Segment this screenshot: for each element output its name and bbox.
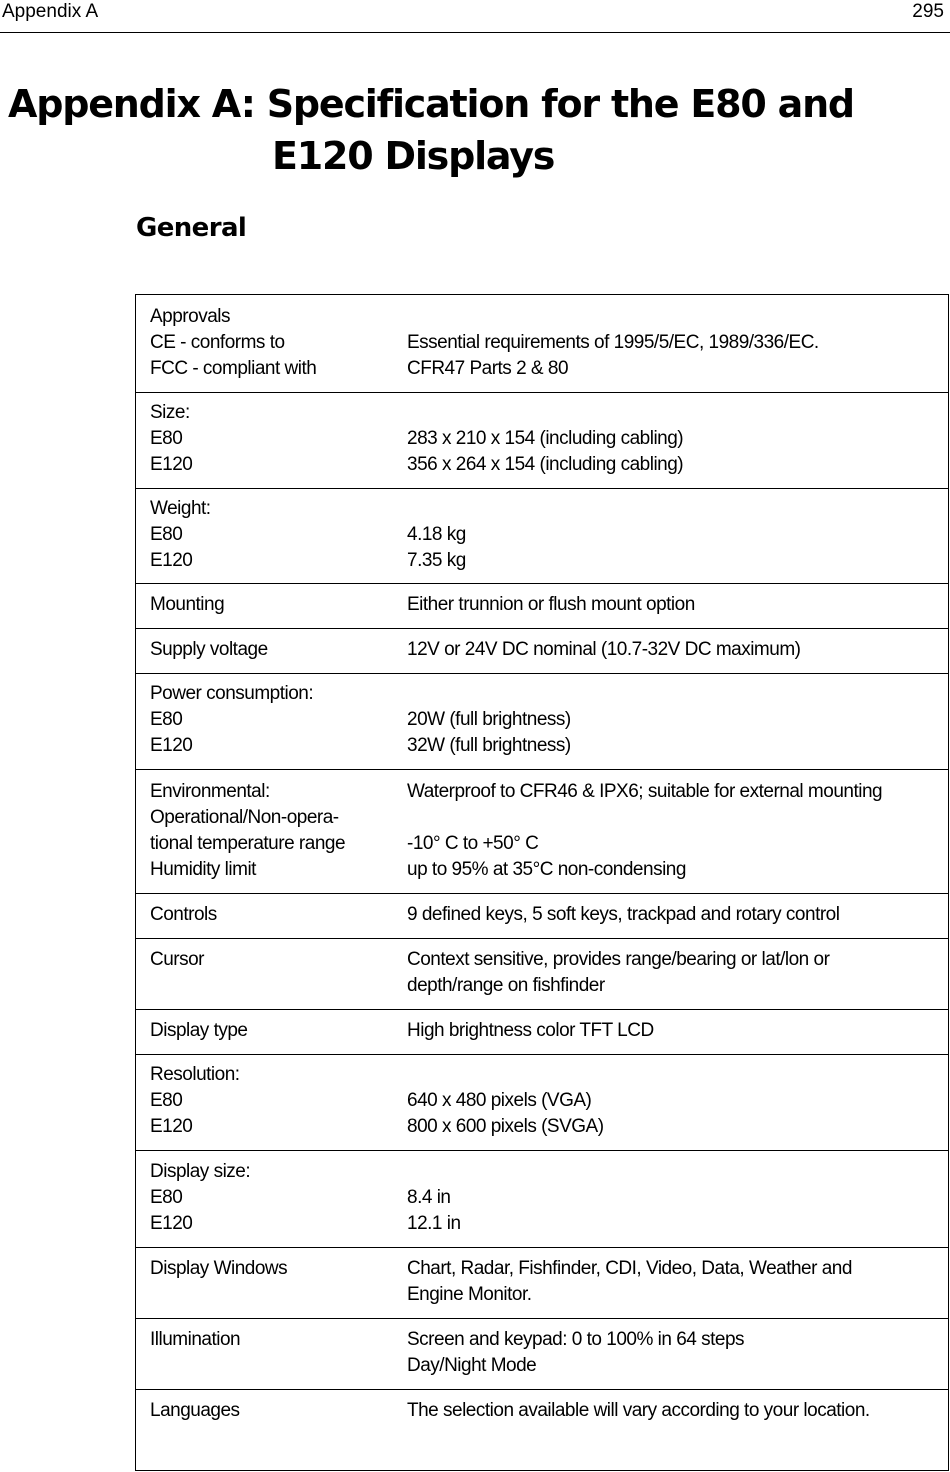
spec-value: Day/Night Mode xyxy=(407,1355,537,1376)
spec-label-cell xyxy=(136,939,408,1010)
spec-label-cell xyxy=(136,1055,408,1151)
spec-value: Chart, Radar, Fishfinder, CDI, Video, Data, Weather and xyxy=(407,1258,852,1279)
spec-label xyxy=(150,1282,407,1308)
spec-value xyxy=(407,304,944,330)
spec-label: Size: xyxy=(150,402,190,423)
spec-value: 32W (full brightness) xyxy=(407,735,571,756)
spec-label: Languages xyxy=(150,1400,240,1421)
page-header xyxy=(0,0,950,33)
spec-label-cell xyxy=(136,584,408,629)
spec-label: E120 xyxy=(150,454,193,475)
page-number: 295 xyxy=(912,1,944,22)
spec-row xyxy=(136,1151,949,1248)
header-section-label: Appendix A xyxy=(2,1,99,22)
spec-label: tional temperature range xyxy=(150,833,346,854)
page-title-line-1: Appendix A: Specification for the E80 and xyxy=(8,82,854,126)
spec-value: 9 defined keys, 5 soft keys, trackpad and rotary control xyxy=(407,904,840,925)
spec-label xyxy=(150,1424,407,1450)
spec-label: Mounting xyxy=(150,594,225,615)
spec-label: E80 xyxy=(150,1090,183,1111)
spec-label-cell xyxy=(136,393,408,489)
spec-value xyxy=(407,400,944,426)
spec-value-cell xyxy=(407,674,949,770)
spec-value: Either trunnion or flush mount option xyxy=(407,594,695,615)
spec-value: 12.1 in xyxy=(407,1213,461,1234)
spec-value xyxy=(407,496,944,522)
spec-label-cell xyxy=(136,770,408,894)
spec-row xyxy=(136,295,949,393)
spec-label: E80 xyxy=(150,524,183,545)
spec-value: 7.35 kg xyxy=(407,550,466,571)
spec-label: E80 xyxy=(150,1187,183,1208)
spec-value: CFR47 Parts 2 & 80 xyxy=(407,358,569,379)
spec-row xyxy=(136,894,949,939)
spec-value: up to 95% at 35°C non-condensing xyxy=(407,859,686,880)
spec-value-cell xyxy=(407,894,949,939)
spec-label: Weight: xyxy=(150,498,211,519)
spec-label: CE - conforms to xyxy=(150,332,285,353)
spec-row xyxy=(136,939,949,1010)
spec-row xyxy=(136,1319,949,1390)
spec-value: Engine Monitor. xyxy=(407,1284,532,1305)
spec-row xyxy=(136,1055,949,1151)
spec-row xyxy=(136,1010,949,1055)
spec-label: E120 xyxy=(150,735,193,756)
spec-value: 12V or 24V DC nominal (10.7-32V DC maximum) xyxy=(407,639,801,660)
spec-value-cell xyxy=(407,1248,949,1319)
spec-value: High brightness color TFT LCD xyxy=(407,1020,654,1041)
spec-value: 640 x 480 pixels (VGA) xyxy=(407,1090,592,1111)
spec-row xyxy=(136,770,949,894)
spec-value-cell xyxy=(407,629,949,674)
spec-row xyxy=(136,629,949,674)
spec-label: Display Windows xyxy=(150,1258,288,1279)
spec-value-cell xyxy=(407,770,949,894)
spec-label-cell xyxy=(136,1248,408,1319)
spec-label: Illumination xyxy=(150,1329,241,1350)
spec-label-cell xyxy=(136,1390,408,1471)
spec-value-cell xyxy=(407,1390,949,1471)
spec-label: Controls xyxy=(150,904,217,925)
spec-value: The selection available will vary according to your location. xyxy=(407,1400,870,1421)
spec-value xyxy=(407,681,944,707)
spec-label: FCC - compliant with xyxy=(150,358,317,379)
spec-label-cell xyxy=(136,629,408,674)
spec-label xyxy=(150,973,407,999)
spec-table-body xyxy=(136,295,949,1471)
spec-value: 4.18 kg xyxy=(407,524,466,545)
spec-label-cell xyxy=(136,489,408,584)
spec-value-cell xyxy=(407,1010,949,1055)
spec-row xyxy=(136,1390,949,1471)
spec-value: Waterproof to CFR46 & IPX6; suitable for external mounting xyxy=(407,781,883,802)
spec-label-cell xyxy=(136,894,408,939)
spec-row xyxy=(136,1248,949,1319)
spec-value: 356 x 264 x 154 (including cabling) xyxy=(407,454,684,475)
spec-row xyxy=(136,393,949,489)
spec-value xyxy=(407,1062,944,1088)
spec-label: Environmental: xyxy=(150,781,270,802)
spec-label: Supply voltage xyxy=(150,639,268,660)
spec-label: Cursor xyxy=(150,949,205,970)
spec-value xyxy=(407,1159,944,1185)
spec-label: Display type xyxy=(150,1020,248,1041)
spec-table xyxy=(135,294,949,1471)
spec-label-cell xyxy=(136,295,408,393)
spec-value-cell xyxy=(407,1319,949,1390)
spec-value-cell xyxy=(407,393,949,489)
spec-label-cell xyxy=(136,674,408,770)
spec-value: depth/range on fishfinder xyxy=(407,975,605,996)
spec-value-cell xyxy=(407,489,949,584)
spec-label: Display size: xyxy=(150,1161,251,1182)
spec-label: E120 xyxy=(150,550,193,571)
spec-label: Humidity limit xyxy=(150,859,256,880)
spec-value: -10° C to +50° C xyxy=(407,833,539,854)
spec-label: E120 xyxy=(150,1213,193,1234)
spec-value: Screen and keypad: 0 to 100% in 64 steps xyxy=(407,1329,745,1350)
spec-value: Context sensitive, provides range/bearing or lat/lon or xyxy=(407,949,830,970)
spec-value: 800 x 600 pixels (SVGA) xyxy=(407,1116,604,1137)
spec-label xyxy=(150,1353,407,1379)
spec-value-cell xyxy=(407,1055,949,1151)
spec-row xyxy=(136,674,949,770)
page-title xyxy=(8,78,854,182)
spec-value: 8.4 in xyxy=(407,1187,451,1208)
spec-label-cell xyxy=(136,1151,408,1248)
spec-label: E80 xyxy=(150,428,183,449)
page-title-line-2: E120 Displays xyxy=(272,134,555,178)
spec-value xyxy=(407,805,944,831)
spec-label: Operational/Non-opera- xyxy=(150,807,339,828)
spec-value: Essential requirements of 1995/5/EC, 1989/336/EC. xyxy=(407,332,819,353)
spec-value-cell xyxy=(407,584,949,629)
spec-label-cell xyxy=(136,1319,408,1390)
spec-label-cell xyxy=(136,1010,408,1055)
spec-value-cell xyxy=(407,939,949,1010)
spec-row xyxy=(136,489,949,584)
spec-label: Resolution: xyxy=(150,1064,240,1085)
spec-label: E120 xyxy=(150,1116,193,1137)
spec-row xyxy=(136,584,949,629)
spec-label: Approvals xyxy=(150,306,230,327)
section-heading: General xyxy=(136,213,247,243)
spec-value xyxy=(407,1424,944,1450)
spec-label: E80 xyxy=(150,709,183,730)
spec-value-cell xyxy=(407,295,949,393)
spec-value-cell xyxy=(407,1151,949,1248)
spec-value: 20W (full brightness) xyxy=(407,709,571,730)
spec-value: 283 x 210 x 154 (including cabling) xyxy=(407,428,684,449)
spec-label: Power consumption: xyxy=(150,683,314,704)
